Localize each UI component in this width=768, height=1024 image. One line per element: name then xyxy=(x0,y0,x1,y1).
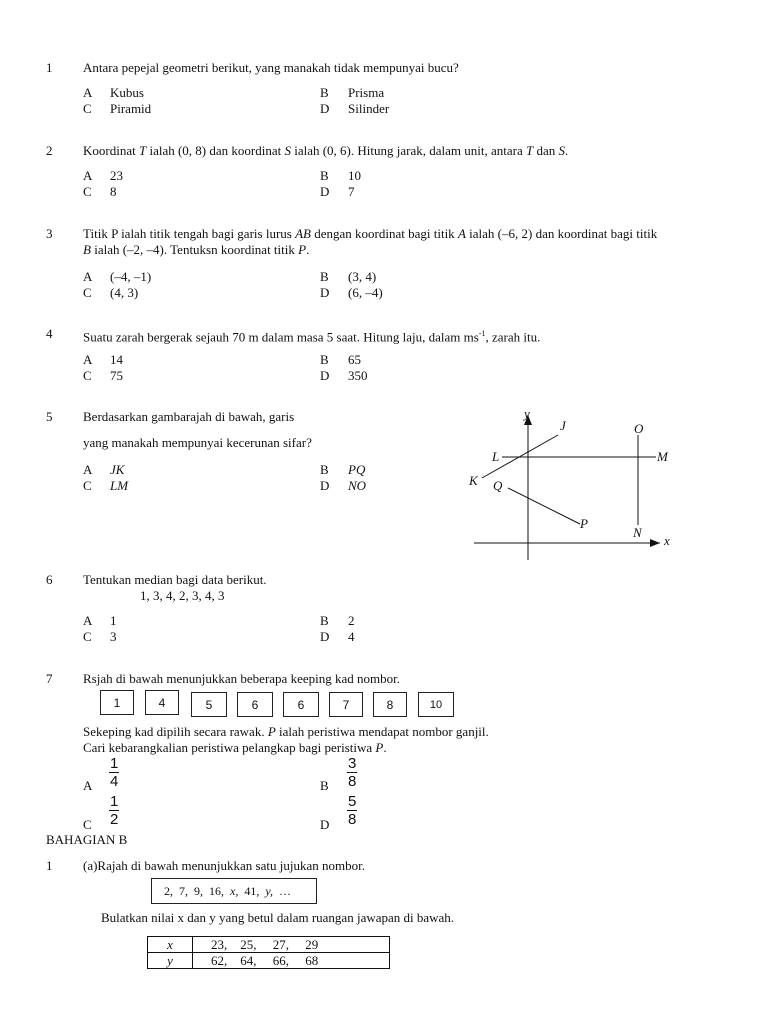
q7-option-b-fraction: $\frac{3}{8}$ xyxy=(348,755,357,790)
q1-option-c: Piramid xyxy=(110,101,152,116)
q4-option-c-label: C xyxy=(83,368,92,383)
q5-diagram xyxy=(460,405,690,565)
number-card: 6 xyxy=(283,692,319,717)
q2-option-a: 23 xyxy=(110,168,123,183)
q7-option-d-fraction: $\frac{5}{8}$ xyxy=(348,793,357,828)
q5-option-c-label: C xyxy=(83,478,92,493)
number-card: 5 xyxy=(191,692,227,717)
q6-data: 1, 3, 4, 2, 3, 4, 3 xyxy=(140,588,225,603)
q2-option-b-label: B xyxy=(320,168,329,183)
q2-option-c: 8 xyxy=(110,184,117,199)
q5-option-a: JK xyxy=(110,462,125,477)
number-card: 7 xyxy=(329,692,363,717)
q6-option-b-label: B xyxy=(320,613,329,628)
q3-option-a-label: A xyxy=(83,269,93,284)
q1-text: Antara pepejal geometri berikut, yang manakah tidak mempunyai bucu? xyxy=(83,60,459,75)
q3-option-d-label: D xyxy=(320,285,330,300)
q4-option-a-label: A xyxy=(83,352,93,367)
label-j: J xyxy=(560,418,566,433)
label-k: K xyxy=(469,473,478,488)
table-row xyxy=(148,937,390,953)
q2-option-b: 10 xyxy=(348,168,361,183)
sequence-term: 16, xyxy=(209,883,224,898)
q4-option-b: 65 xyxy=(348,352,361,367)
table-header-x: x xyxy=(148,937,193,953)
q3-option-c-label: C xyxy=(83,285,92,300)
q2-option-a-label: A xyxy=(83,168,93,183)
answer-table xyxy=(147,936,390,969)
q4-number: 4 xyxy=(46,326,53,341)
q6-number: 6 xyxy=(46,572,53,587)
q7-text: Rsjah di bawah menunjukkan beberapa keeping kad nombor. xyxy=(83,671,400,686)
table-row xyxy=(148,953,390,969)
sequence-term: 2, xyxy=(164,883,173,898)
q5-option-c: LM xyxy=(110,478,129,493)
q7-text-line3: Cari kebarangkalian peristiwa pelangkap bagi peristiwa P. xyxy=(83,740,387,755)
q2-text: Koordinat T ialah (0, 8) dan koordinat S ialah (0, 6). Hitung jarak, dalam unit, antara T dan S. xyxy=(83,143,569,158)
q3-option-a: (–4, –1) xyxy=(110,269,152,284)
b1-instruction: Bulatkan nilai x dan y yang betul dalam ruangan jawapan di bawah. xyxy=(101,910,455,925)
label-n: N xyxy=(633,525,642,540)
label-q: Q xyxy=(493,478,503,493)
label-m: M xyxy=(657,449,668,464)
q7-option-a-label: A xyxy=(83,778,93,793)
q6-option-d-label: D xyxy=(320,629,330,644)
q5-option-b-label: B xyxy=(320,462,329,477)
q5-option-d-label: D xyxy=(320,478,330,493)
q4-option-a: 14 xyxy=(110,352,123,367)
label-x: x xyxy=(664,533,670,548)
q2-option-d: 7 xyxy=(348,184,355,199)
q3-number: 3 xyxy=(46,226,53,241)
section-b-title: BAHAGIAN B xyxy=(46,832,128,847)
q6-option-a: 1 xyxy=(110,613,117,628)
sequence-term: 7, xyxy=(179,883,188,898)
sequence-term: y, xyxy=(265,883,273,898)
table-values-y[interactable]: 62, 64, 66, 68 xyxy=(193,953,390,969)
q2-option-d-label: D xyxy=(320,184,330,199)
q1-option-d: Silinder xyxy=(348,101,390,116)
q5-option-a-label: A xyxy=(83,462,93,477)
q3-text-line1: Titik P ialah titik tengah bagi garis lurus AB dengan koordinat bagi titik A ialah (–6, 2) dan koordinat bagi titik xyxy=(83,226,658,241)
q5-text-line2: yang manakah mempunyai kecerunan sifar? xyxy=(83,435,312,450)
q7-option-b-label: B xyxy=(320,778,329,793)
q7-option-c-label: C xyxy=(83,817,92,832)
q1-number: 1 xyxy=(46,60,53,75)
number-card: 4 xyxy=(145,690,179,715)
sequence-term: 9, xyxy=(194,883,203,898)
q2-number: 2 xyxy=(46,143,53,158)
q5-option-b: PQ xyxy=(348,462,366,477)
q7-option-c-fraction: $\frac{1}{2}$ xyxy=(110,793,119,828)
q7-text-line2: Sekeping kad dipilih secara rawak. P ialah peristiwa mendapat nombor ganjil. xyxy=(83,724,489,739)
line-pq xyxy=(508,488,580,524)
label-p: P xyxy=(580,516,588,531)
table-header-y: y xyxy=(148,953,193,969)
q5-option-d: NO xyxy=(348,478,367,493)
q1-option-c-label: C xyxy=(83,101,92,116)
q3-option-d: (6, –4) xyxy=(348,285,383,300)
b1-number: 1 xyxy=(46,858,53,873)
number-card: 6 xyxy=(237,692,273,717)
q5-text-line1: Berdasarkan gambarajah di bawah, garis xyxy=(83,409,295,424)
q7-number: 7 xyxy=(46,671,53,686)
label-o: O xyxy=(634,421,644,436)
q7-option-a-fraction: $\frac{1}{4}$ xyxy=(110,755,119,790)
q3-text-line2: B ialah (–2, –4). Tentuksn koordinat titik P. xyxy=(83,242,310,257)
q1-option-b: Prisma xyxy=(348,85,385,100)
sequence-term: x, xyxy=(230,883,239,898)
q4-option-b-label: B xyxy=(320,352,329,367)
q4-option-d-label: D xyxy=(320,368,330,383)
q7-option-d-label: D xyxy=(320,817,330,832)
number-card: 10 xyxy=(418,692,454,717)
q1-option-d-label: D xyxy=(320,101,330,116)
b1-text: (a)Rajah di bawah menunjukkan satu jujukan nombor. xyxy=(83,858,365,873)
q1-option-a-label: A xyxy=(83,85,93,100)
q4-text: Suatu zarah bergerak sejauh 70 m dalam masa 5 saat. Hitung laju, dalam $ms^{-1}$, zarah itu. xyxy=(83,329,541,345)
q5-number: 5 xyxy=(46,409,53,424)
q6-option-c-label: C xyxy=(83,629,92,644)
number-card: 1 xyxy=(100,690,134,715)
label-y: y xyxy=(524,406,530,421)
sequence-term: … xyxy=(279,883,291,898)
q1-option-b-label: B xyxy=(320,85,329,100)
q2-option-c-label: C xyxy=(83,184,92,199)
sequence-term: 41, xyxy=(244,883,260,898)
q6-option-d: 4 xyxy=(348,629,355,644)
x-axis-arrow xyxy=(650,539,660,547)
q6-option-b: 2 xyxy=(348,613,355,628)
q3-option-b: (3, 4) xyxy=(348,269,377,284)
q4-option-c: 75 xyxy=(110,368,123,383)
q3-option-c: (4, 3) xyxy=(110,285,139,300)
number-card: 8 xyxy=(373,692,407,717)
label-l: L xyxy=(492,449,500,464)
q4-option-d: 350 xyxy=(348,368,368,383)
table-values-x[interactable]: 23, 25, 27, 29 xyxy=(193,937,390,953)
sequence-box xyxy=(151,878,317,904)
q6-option-c: 3 xyxy=(110,629,117,644)
q3-option-b-label: B xyxy=(320,269,329,284)
q1-option-a: Kubus xyxy=(110,85,144,100)
q6-option-a-label: A xyxy=(83,613,93,628)
q6-text: Tentukan median bagi data berikut. xyxy=(83,572,267,587)
